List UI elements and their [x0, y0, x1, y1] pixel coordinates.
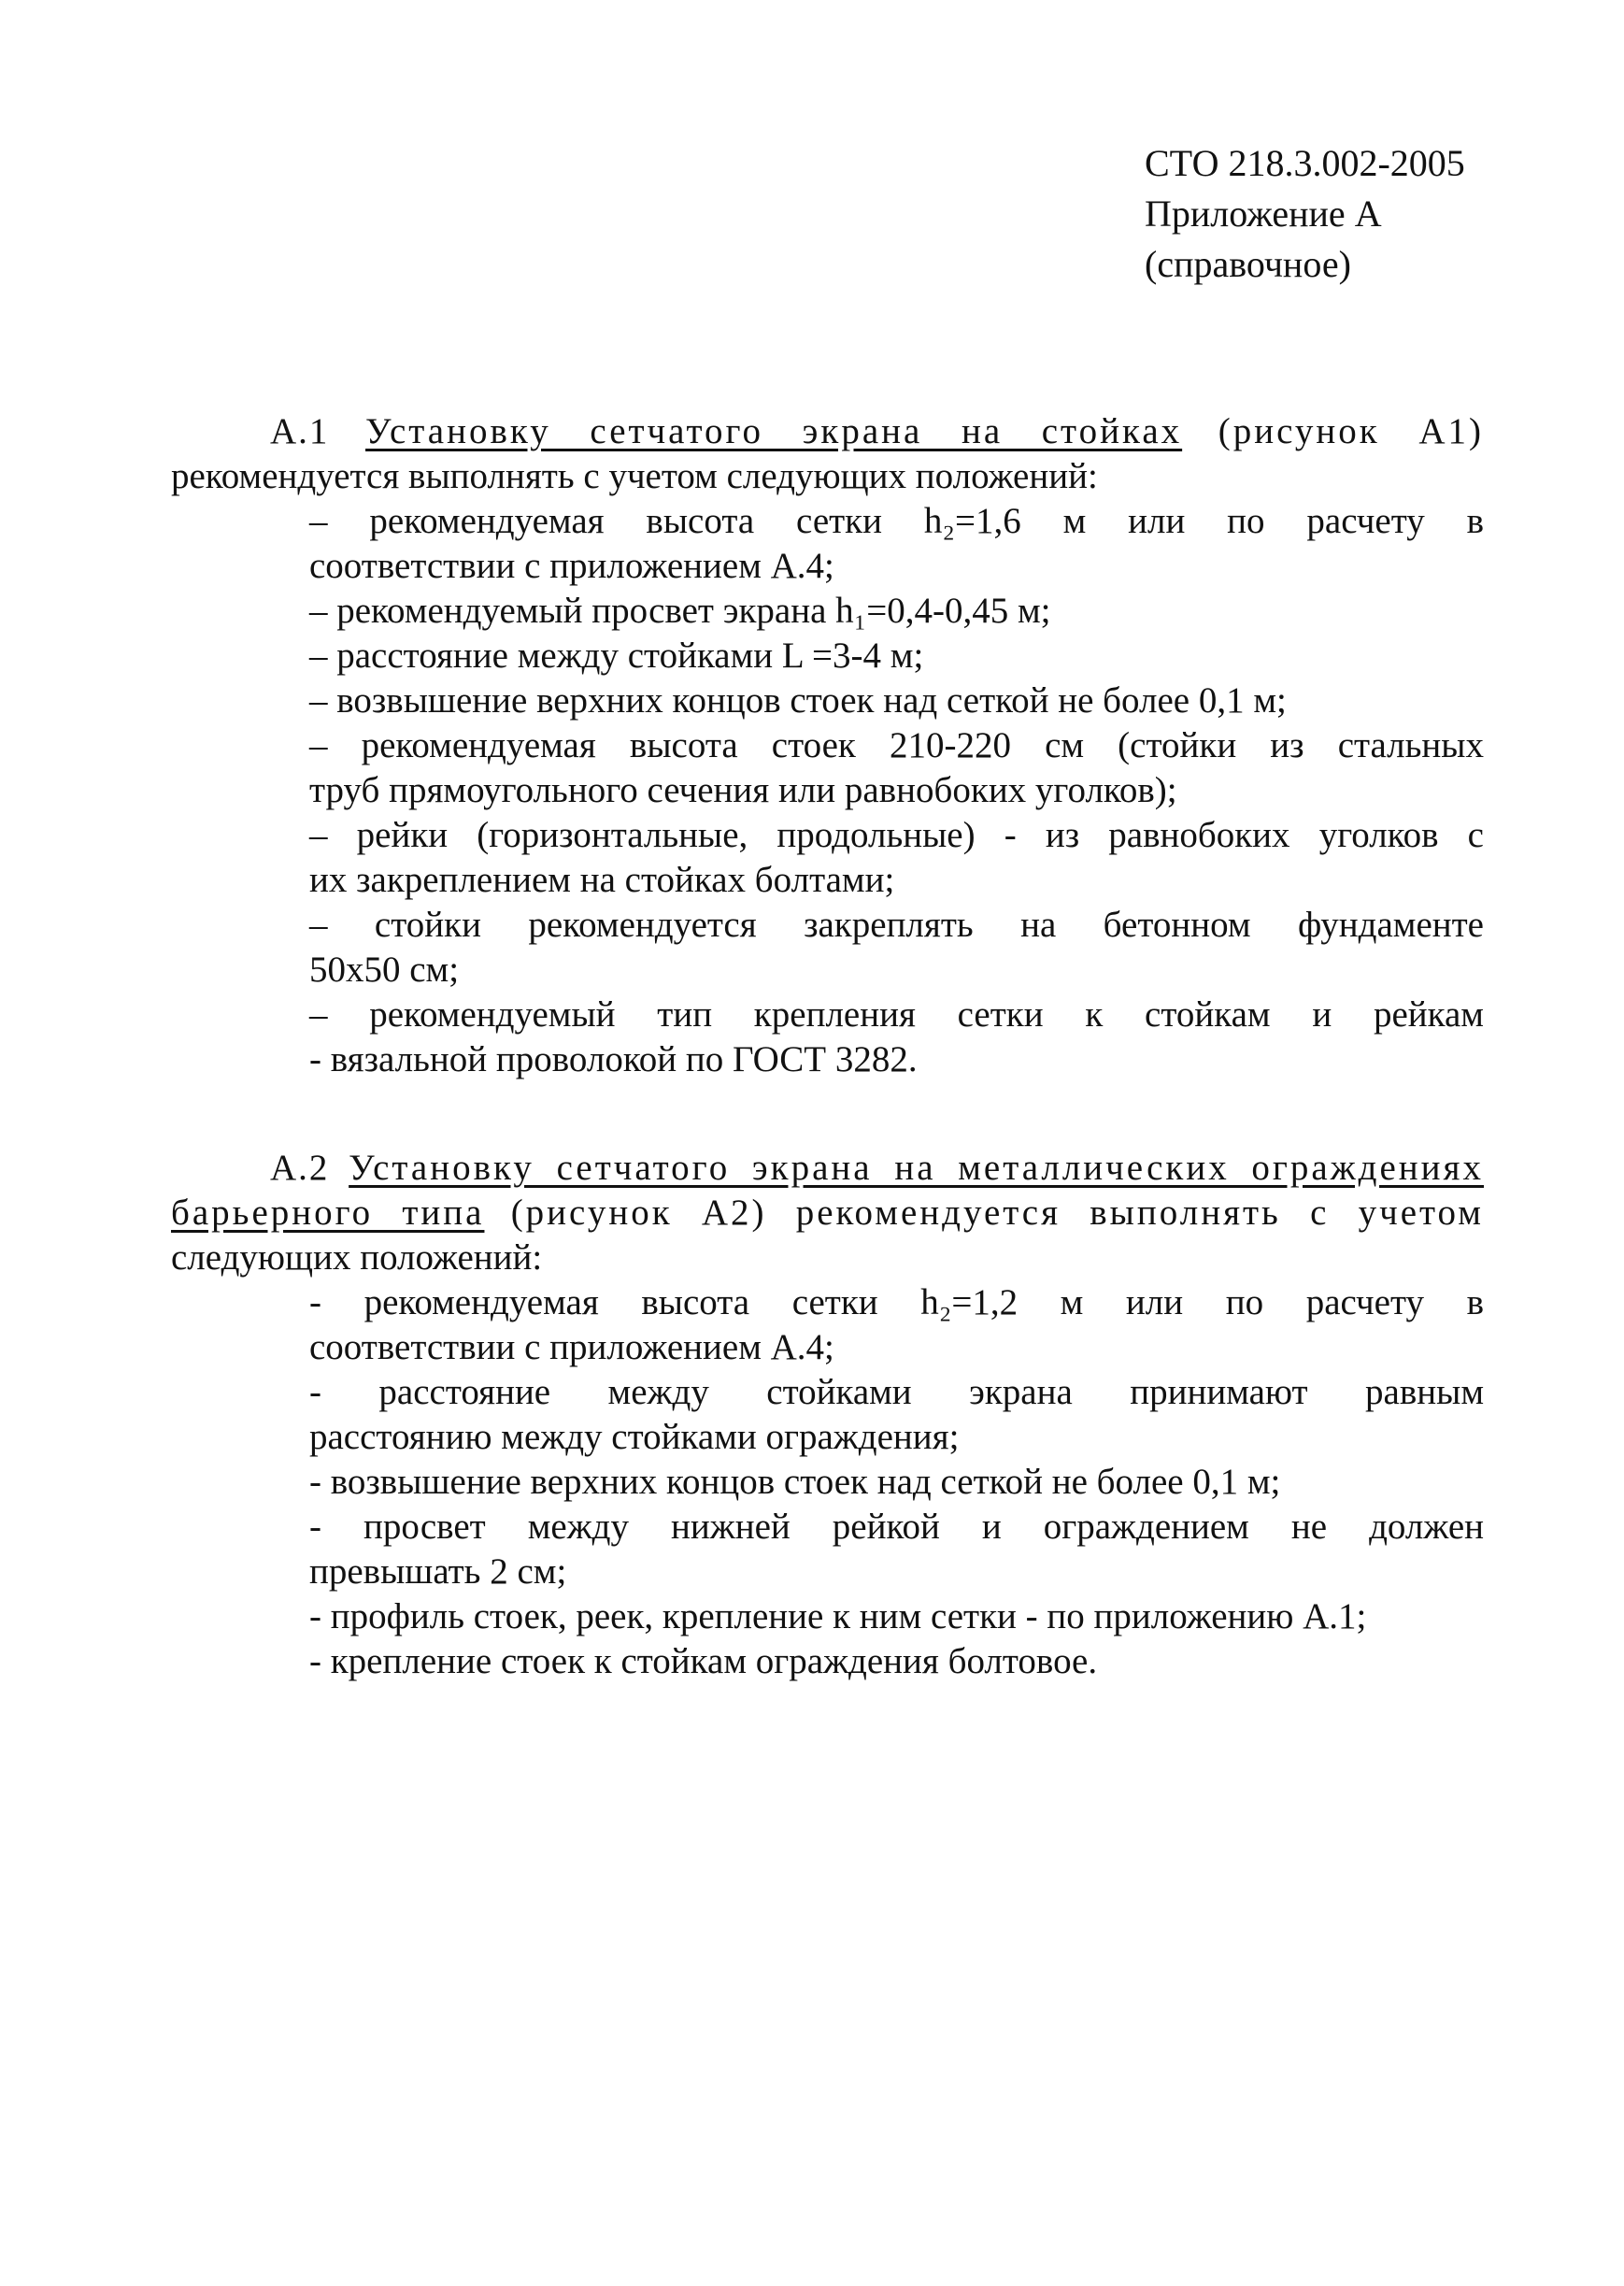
list-item: - профиль стоек, реек, крепление к ним сетки - по приложению А.1; — [309, 1596, 1367, 1636]
doc-code: СТО 218.3.002-2005 — [1145, 142, 1465, 184]
section-a1-number: А.1 — [270, 411, 330, 451]
section-a2-title-line2 — [171, 1191, 1484, 1236]
section-a1-heading — [171, 409, 1484, 454]
section-a1-lead: рекомендуется выполнять с учетом следующих положений: — [171, 456, 1098, 496]
list-item: – рейки (горизонтальные, продольные) - из равнобоких уголков с их закреплением на стойках болтами; — [309, 815, 1484, 900]
list-item: – рекомендуемая высота стоек 210-220 см (стойки из стальных труб прямоугольного сечения или равнобоких уголков); — [309, 725, 1484, 810]
section-a2 — [171, 1146, 1484, 1684]
section-a2-title-line1: Установку сетчатого экрана на металлических ограждениях — [349, 1148, 1484, 1188]
list-item: - просвет между нижней рейкой и ограждением не должен превышать 2 см; — [309, 1507, 1484, 1592]
section-a2-number: А.2 — [270, 1148, 330, 1188]
section-a1 — [171, 409, 1484, 1082]
section-a2-list — [309, 1280, 1484, 1684]
list-item: – рекомендуемый просвет экрана h₁=0,4-0,45 м; — [309, 591, 1051, 631]
section-a2-title-cont: барьерного типа — [171, 1193, 485, 1233]
list-item: - расстояние между стойками экрана принимают равным расстоянию между стойками ограждения; — [309, 1372, 1484, 1457]
section-a1-title: Установку сетчатого экрана на стойках — [365, 411, 1183, 451]
document-header — [1145, 138, 1465, 290]
section-a2-lead: следующих положений: — [171, 1237, 543, 1278]
list-item: - возвышение верхних концов стоек над сеткой не более 0,1 м; — [309, 1462, 1281, 1502]
appendix-title: Приложение А — [1145, 193, 1382, 235]
section-a1-list — [309, 499, 1484, 1082]
list-item: – стойки рекомендуется закреплять на бетонном фундаменте 50х50 см; — [309, 905, 1484, 990]
appendix-type: (справочное) — [1145, 243, 1351, 285]
section-a2-heading — [171, 1146, 1484, 1191]
list-item: – возвышение верхних концов стоек над сеткой не более 0,1 м; — [309, 680, 1287, 721]
section-a2-figure-ref: (рисунок А2) рекомендуется выполнять с учетом — [510, 1193, 1484, 1233]
list-item: – расстояние между стойками L =3-4 м; — [309, 636, 924, 676]
list-item: – рекомендуемый тип крепления сетки к стойкам и рейкам - вязальной проволокой по ГОСТ 3282. — [309, 994, 1484, 1079]
list-item: – рекомендуемая высота сетки h₂=1,6 м или по расчету в соответствии с приложением А.4; — [309, 501, 1484, 586]
section-a1-figure-ref: (рисунок А1) — [1218, 411, 1484, 451]
list-item: - крепление стоек к стойкам ограждения болтовое. — [309, 1641, 1098, 1681]
list-item: - рекомендуемая высота сетки h₂=1,2 м или по расчету в соответствии с приложением А.4; — [309, 1282, 1484, 1367]
